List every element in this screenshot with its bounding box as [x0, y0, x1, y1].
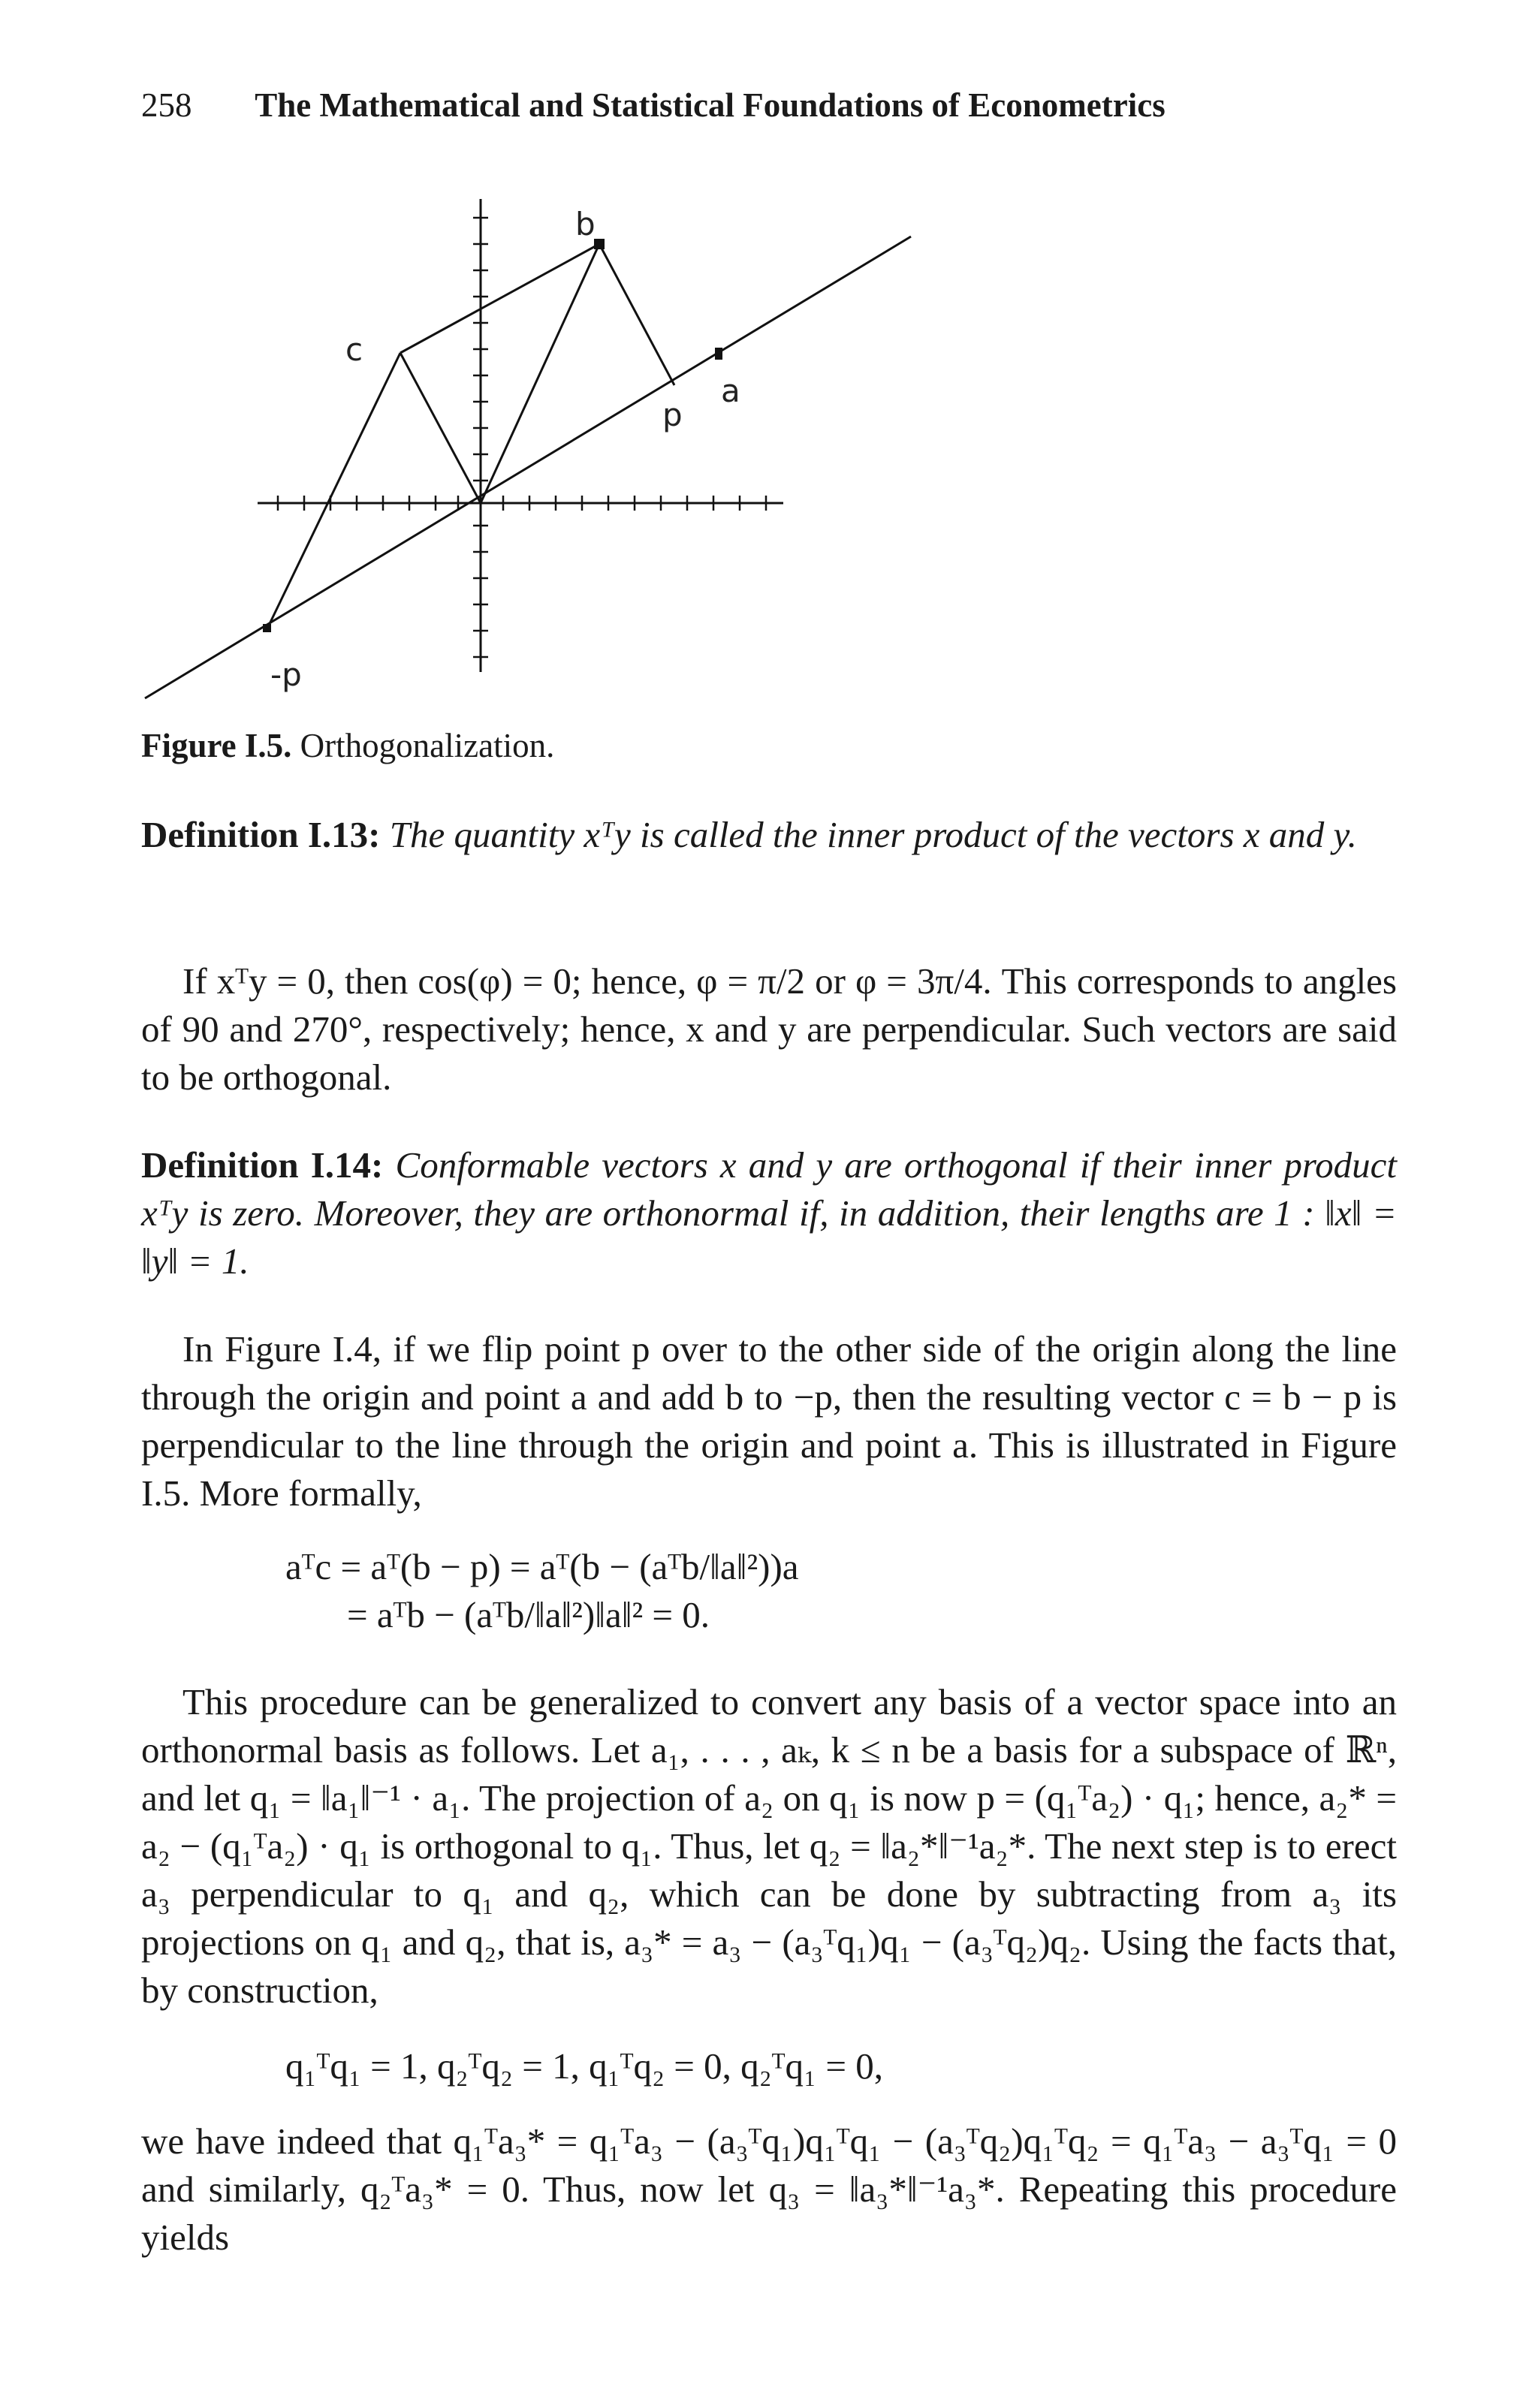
paragraph-perpendicular: [141, 957, 1397, 1102]
definition-i14: [141, 1141, 1397, 1285]
paragraph-flip-point: [141, 1325, 1397, 1517]
orthogonalization-figure: [141, 184, 930, 717]
segment-origin-b: [481, 244, 599, 503]
point-neg-p: [263, 624, 271, 632]
definition-i13: [141, 811, 1397, 859]
paragraph-gram-schmidt-text: This procedure can be generalized to convert any basis of a vector space into an orthonormal basis as follows. Let a₁, . . . , aₖ, k ≤ n be a basis for a subspace of ℝⁿ, and let q₁ = ‖a₁‖⁻¹ · a₁. The projection of a₂ on q₁ is now p = (q₁ᵀa₂) · q₁; hence, a₂* = a₂ − (q₁ᵀa₂) · q₁ is orthogonal to q₁. Thus, let q₂ = ‖a₂*‖⁻¹a₂*. The next step is to erect a₃ perpendicular to q₁ and q₂, which can be done by subtracting from a₃ its projections on q₁ and q₂, that is, a₃* = a₃ − (a₃ᵀq₁)q₁ − (a₃ᵀq₂)q₂. Using the facts that, by construction,: [141, 1681, 1397, 2011]
label-b: b: [575, 206, 596, 243]
definition-i13-text: The quantity xᵀy is called the inner product of the vectors x and y.: [389, 814, 1357, 855]
page-number: 258: [141, 86, 192, 124]
segment-b-p: [599, 244, 674, 385]
label-neg-p: -p: [270, 656, 302, 693]
figure-caption: [141, 725, 554, 767]
segment-c-b: [400, 244, 599, 353]
caption-label: Figure I.5.: [141, 727, 292, 764]
label-a: a: [721, 372, 740, 409]
equation-line-1: aᵀc = aᵀ(b − p) = aᵀ(b − (aᵀb/‖a‖²))a: [285, 1546, 799, 1587]
axis-ticks: [278, 218, 766, 657]
segment-c-origin: [400, 353, 481, 503]
paragraph-conclusion-text: we have indeed that q₁ᵀa₃* = q₁ᵀa₃ − (a₃ᵀq₁)q₁ᵀq₁ − (a₃ᵀq₂)q₁ᵀq₂ = q₁ᵀa₃ − a₃ᵀq₁ = 0 and similarly, q₂ᵀa₃* = 0. Thus, now let q₃ = ‖a₃*‖⁻¹a₃*. Repeating this procedure yields: [141, 2120, 1397, 2258]
segment-neg-p-c: [267, 353, 400, 628]
equation-line-2: = aᵀb − (aᵀb/‖a‖²)‖a‖² = 0.: [347, 1594, 710, 1635]
running-header: [141, 84, 1166, 126]
book-title: The Mathematical and Statistical Foundations of Econometrics: [255, 86, 1166, 124]
point-a: [715, 348, 722, 360]
label-c: c: [345, 331, 363, 368]
paragraph-conclusion: [141, 2117, 1397, 2262]
label-p: p: [662, 396, 683, 433]
line-through-origin-and-a: [145, 237, 911, 698]
caption-text: Orthogonalization.: [300, 727, 555, 764]
definition-i14-text: Conformable vectors x and y are orthogonal if their inner product xᵀy is zero. Moreover, they are orthonormal if, in addition, their lengths are 1 : ‖x‖ = ‖y‖ = 1.: [141, 1144, 1398, 1282]
figure-lines: [145, 199, 911, 698]
paragraph-perpendicular-text: If xᵀy = 0, then cos(φ) = 0; hence, φ = π/2 or φ = 3π/4. This corresponds to angles of 90 and 270°, respectively; hence, x and y are perpendicular. Such vectors are said to be orthogonal.: [141, 960, 1397, 1098]
equation-orthonormal-facts: q₁ᵀq₁ = 1, q₂ᵀq₂ = 1, q₁ᵀq₂ = 0, q₂ᵀq₁ = 0,: [285, 2045, 883, 2087]
point-b: [594, 239, 605, 249]
paragraph-flip-point-text: In Figure I.4, if we flip point p over to the other side of the origin along the line through the origin and point a and add b to −p, then the resulting vector c = b − p is perpendicular to the line through the origin and point a. This is illustrated in Figure I.5. More formally,: [141, 1328, 1397, 1514]
definition-i13-label: Definition I.13:: [141, 814, 381, 855]
equation-inner-product: [285, 1543, 799, 1639]
definition-i14-label: Definition I.14:: [141, 1144, 384, 1186]
paragraph-gram-schmidt: [141, 1678, 1397, 2015]
figure-points: [263, 239, 722, 632]
